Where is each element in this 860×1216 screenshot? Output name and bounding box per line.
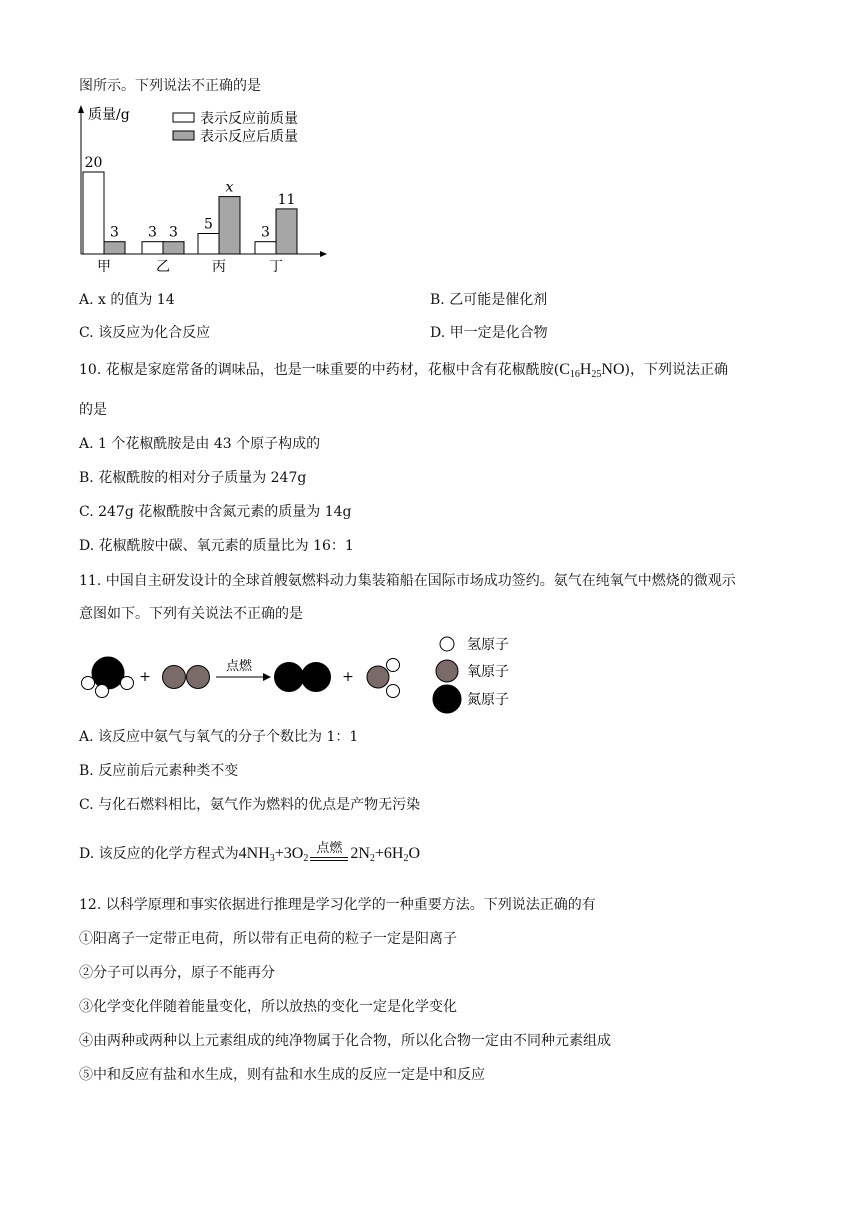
hydrogen-atom <box>96 685 109 698</box>
legend-oxygen: 氧原子 <box>467 664 509 680</box>
q10-option-b: B. 花椒酰胺的相对分子质量为 247g <box>79 470 307 486</box>
q10-stem-before: 10. 花椒是家庭常备的调味品，也是一味重要的中药材，花椒中含有花椒酰胺( <box>79 362 560 378</box>
q12-statement-2: ②分子可以再分，原子不能再分 <box>79 965 275 981</box>
nitrogen-atom <box>302 663 331 692</box>
oxygen-atom <box>187 666 210 689</box>
mass-bar-chart <box>70 102 335 274</box>
nitrogen-molecule <box>275 663 331 692</box>
combustion-equation: $4NH_3+3O_2$ 点燃 $2N_2+6H_2O$ <box>239 845 420 862</box>
data-label-2-1: x <box>225 179 234 196</box>
legend-nitrogen: 氮原子 <box>467 692 509 708</box>
q12-statement-1: ①阳离子一定带正电荷，所以带有正电荷的粒子一定是阳离子 <box>79 931 457 947</box>
bar-3-1 <box>276 209 297 254</box>
bar-1-1 <box>163 242 184 254</box>
equation-condition: 点燃 <box>310 849 348 869</box>
y-axis-label: 质量/g <box>88 107 130 123</box>
data-label-1-0: 3 <box>148 224 157 241</box>
reaction-condition: 点燃 <box>225 659 253 674</box>
q12-statement-4: ④由两种或两种以上元素组成的纯净物属于化合物，所以化合物一定由不同种元素组成 <box>79 1033 611 1049</box>
legend-entry-0: 表示反应前质量 <box>200 111 298 127</box>
nitrogen-atom <box>275 663 304 692</box>
category-label-0: 甲 <box>97 259 111 274</box>
legend-entry-1: 表示反应后质量 <box>200 129 298 145</box>
q9-option-a: A. x 的值为 14 <box>79 292 175 308</box>
q11-option-b: B. 反应前后元素种类不变 <box>79 763 239 779</box>
q12-statement-5: ⑤中和反应有盐和水生成，则有盐和水生成的反应一定是中和反应 <box>79 1067 485 1083</box>
question-intro: 图所示。下列说法不正确的是 <box>79 78 261 94</box>
hydrogen-atom <box>387 685 400 698</box>
plus-sign-1: + <box>139 669 151 685</box>
oxygen-atom <box>367 666 389 688</box>
q9-option-b: B. 乙可能是催化剂 <box>430 292 548 308</box>
oxygen-molecule <box>163 666 210 689</box>
q10-option-d: D. 花椒酰胺中碳、氧元素的质量比为 16：1 <box>79 538 354 554</box>
bar-1-0 <box>142 242 163 254</box>
q10-option-a: A. 1 个花椒酰胺是由 43 个原子构成的 <box>79 436 321 452</box>
category-label-1: 乙 <box>156 259 170 274</box>
bar-2-1 <box>219 197 240 254</box>
data-label-2-0: 5 <box>204 216 213 233</box>
q12-statement-3: ③化学变化伴随着能量变化，所以放热的变化一定是化学变化 <box>79 999 457 1015</box>
bar-0-0 <box>83 172 104 254</box>
x-axis-arrow <box>320 251 327 257</box>
q10-stem-after: )，下列说法正确 <box>624 362 728 378</box>
hydrogen-legend-icon <box>440 637 454 651</box>
hydrogen-atom <box>82 677 95 690</box>
q9-option-c: C. 该反应为化合反应 <box>79 325 211 341</box>
category-label-2: 丙 <box>212 259 226 274</box>
oxygen-legend-icon <box>436 660 458 682</box>
y-axis-arrow <box>78 105 84 113</box>
legend-swatch-0 <box>173 113 194 122</box>
q10-formula: $C_{16}H_{25}NO$ <box>559 361 625 380</box>
q10-stem <box>79 360 728 385</box>
atom-legend <box>433 637 509 713</box>
q11-stem-line2: 意图如下。下列有关说法不正确的是 <box>79 606 303 622</box>
q12-stem: 12. 以科学原理和事实依据进行推理是学习化学的一种重要方法。下列说法正确的有 <box>79 897 596 913</box>
q11-option-d <box>79 841 421 869</box>
q10-option-c: C. 247g 花椒酰胺中含氮元素的质量为 14g <box>79 504 352 520</box>
water-molecule <box>367 659 400 698</box>
q11-stem-line1: 11. 中国自主研发设计的全球首艘氨燃料动力集装箱船在国际市场成功签约。氨气在纯氧气中燃烧的微观示 <box>79 573 736 589</box>
bar-2-0 <box>198 234 219 255</box>
bar-3-0 <box>255 242 276 254</box>
plus-sign-2: + <box>342 669 354 685</box>
arrow-head <box>263 673 271 681</box>
ammonia-molecule <box>82 657 134 698</box>
nitrogen-legend-icon <box>433 685 461 713</box>
q10-stem-line2: 的是 <box>79 402 107 418</box>
hydrogen-atom <box>121 677 134 690</box>
legend-hydrogen: 氢原子 <box>467 637 509 653</box>
reaction-micro-diagram <box>75 630 535 720</box>
q11-option-d-prefix: D. 该反应的化学方程式为 <box>79 846 239 862</box>
oxygen-atom <box>163 666 186 689</box>
bar-0-1 <box>104 242 125 254</box>
data-label-3-1: 11 <box>277 191 296 208</box>
q11-option-c: C. 与化石燃料相比，氨气作为燃料的优点是产物无污染 <box>79 797 421 813</box>
legend-swatch-1 <box>173 131 194 140</box>
q11-option-a: A. 该反应中氨气与氧气的分子个数比为 1：1 <box>79 729 359 745</box>
data-label-0-0: 20 <box>84 155 103 171</box>
q9-option-d: D. 甲一定是化合物 <box>430 325 548 341</box>
data-label-3-0: 3 <box>261 224 270 241</box>
nitrogen-atom <box>92 657 124 689</box>
data-label-0-1: 3 <box>110 224 119 241</box>
hydrogen-atom <box>387 659 400 672</box>
category-label-3: 丁 <box>269 259 283 274</box>
data-label-1-1: 3 <box>169 224 178 241</box>
